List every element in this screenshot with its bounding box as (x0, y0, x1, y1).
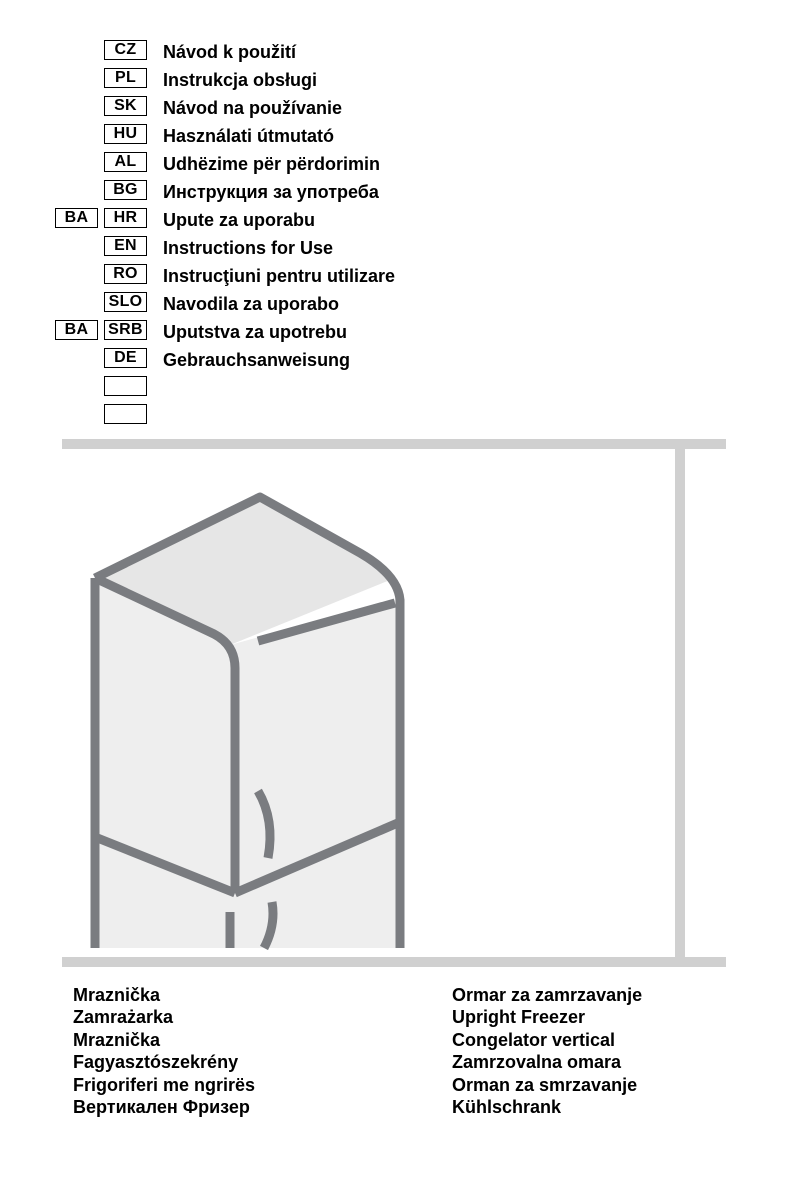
language-row (0, 376, 794, 400)
language-code: PL (104, 68, 147, 88)
language-title: Udhëzime për përdorimin (163, 154, 381, 174)
language-code: BG (104, 180, 147, 200)
language-code: HR (104, 208, 147, 228)
product-name: Mraznička (73, 985, 161, 1005)
language-title: Gebrauchsanweisung (163, 350, 351, 370)
language-title: Navodila za uporabo (163, 294, 340, 314)
language-row (0, 40, 794, 64)
language-row (0, 96, 794, 120)
product-name: Ormar za zamrzavanje (452, 985, 643, 1005)
language-row (0, 152, 794, 176)
language-title: Инструкция за употреба (163, 182, 379, 202)
language-title: Upute za uporabu (163, 210, 315, 230)
frame-bottom-line (62, 957, 726, 967)
language-code: DE (104, 348, 147, 368)
product-name: Congelator vertical (452, 1029, 616, 1050)
language-row (0, 348, 794, 372)
language-code: RO (104, 264, 147, 284)
language-row (0, 124, 794, 148)
language-code: CZ (104, 40, 147, 60)
product-name: Upright Freezer (452, 1007, 586, 1028)
language-code: EN (104, 236, 147, 256)
product-name: Zamrażarka (73, 1007, 174, 1028)
language-row (0, 208, 794, 232)
language-code: AL (104, 152, 147, 172)
language-row (0, 68, 794, 92)
language-code (104, 404, 147, 424)
language-title: Instructions for Use (163, 238, 334, 258)
language-title: Uputstva za upotrebu (163, 322, 348, 342)
language-code: HU (104, 124, 147, 144)
product-name: Вертикален Фризер (73, 1097, 250, 1118)
language-row (0, 320, 794, 344)
upright-freezer-icon (60, 480, 420, 950)
language-code: SK (104, 96, 147, 116)
product-names-left (73, 984, 255, 1118)
frame-right-line (675, 449, 685, 957)
language-title: Használati útmutató (163, 126, 335, 146)
language-title: Instrukcja obsługi (163, 70, 318, 90)
language-title: Instrucţiuni pentru utilizare (163, 266, 396, 286)
product-name: Frigoriferi me ngrirës (73, 1074, 256, 1095)
product-name: Zamrzovalna omara (452, 1052, 622, 1073)
language-code-extra: BA (55, 208, 98, 228)
product-name: Fagyasztószekrény (73, 1052, 239, 1073)
language-row (0, 404, 794, 428)
product-name: Orman za smrzavanje (452, 1074, 638, 1095)
language-code: SLO (104, 292, 147, 312)
product-names-right (452, 984, 642, 1118)
language-code (104, 376, 147, 396)
language-code-extra: BA (55, 320, 98, 340)
frame-top-line (62, 439, 726, 449)
product-name: Kühlschrank (452, 1097, 562, 1118)
language-row (0, 180, 794, 204)
language-title: Návod k použití (163, 42, 297, 62)
language-code: SRB (104, 320, 147, 340)
language-row (0, 264, 794, 288)
language-row (0, 292, 794, 316)
language-title: Návod na používanie (163, 98, 343, 118)
product-name: Mraznička (73, 1029, 161, 1050)
language-row (0, 236, 794, 260)
